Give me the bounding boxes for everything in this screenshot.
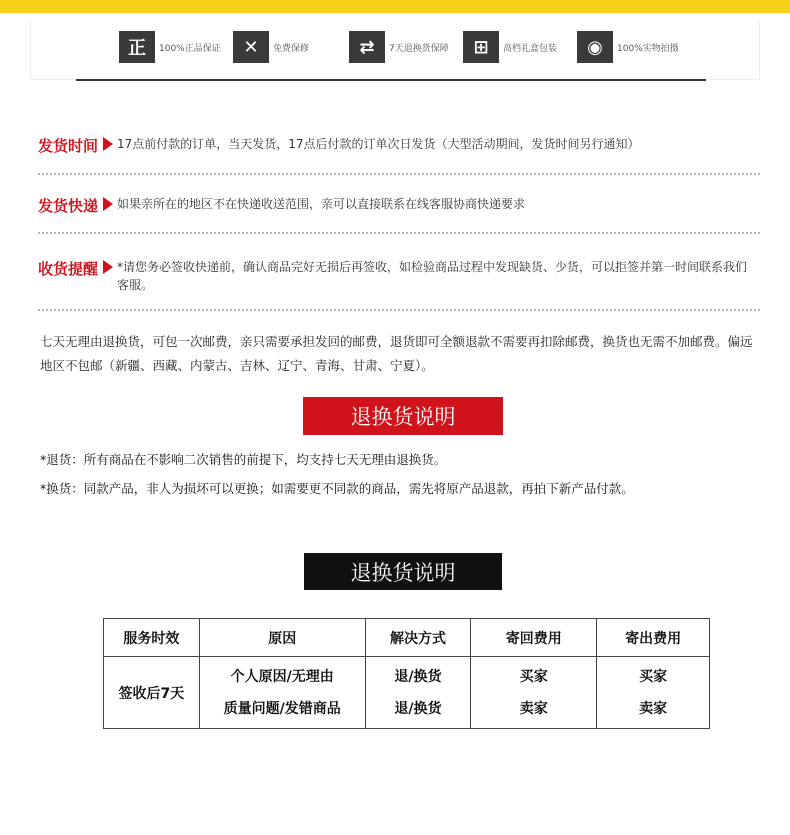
receipt-reminder-text: *请您务必签收快递前，确认商品完好无损后再签收，如检验商品过程中发现缺货、少货，可以拒签并第一时间联系我们客服。 [117, 260, 748, 292]
table-header-row [104, 619, 710, 657]
return-fee-cell [471, 657, 597, 729]
badges-divider [76, 79, 706, 81]
shipping-express-text: 如果亲所在的地区不在快递收送范围，亲可以直接联系在线客服协商快递要求 [117, 197, 526, 211]
reason-cell [199, 657, 365, 729]
shipping-express-row [38, 195, 747, 216]
table-row [104, 657, 710, 729]
badge-label: 高档礼盒包装 [503, 43, 558, 54]
reason-text: 个人原因/无理由 [230, 668, 334, 685]
header-return-fee: 寄回费用 [471, 619, 597, 657]
badge-label: 100%实物拍摄 [617, 43, 679, 54]
tools-icon: ✕ [233, 31, 269, 63]
badge-label: 免费保修 [273, 43, 310, 54]
top-accent-bar [0, 0, 790, 13]
header-method: 解决方式 [365, 619, 471, 657]
header-reason: 原因 [199, 619, 365, 657]
method-text: 退/换货 [394, 668, 442, 685]
shipping-express-label: 发货快递 [38, 197, 99, 215]
send-fee-text: 卖家 [639, 700, 668, 717]
shipping-time-text: 17点前付款的订单，当天发货，17点后付款的订单次日发货（大型活动期间，发货时间另行通知） [117, 137, 640, 151]
header-send-fee: 寄出费用 [597, 619, 710, 657]
exchange-note: *换货：同款产品，非人为损坏可以更换；如需要更不同款的商品，需先将原产品退款，再拍下新产品付款。 [40, 481, 634, 496]
gift-icon: ⊞ [463, 31, 499, 63]
zheng-icon: 正 [119, 31, 155, 63]
return-section-title-red: 退换货说明 [303, 397, 503, 435]
method-text: 退/换货 [394, 700, 442, 717]
return-fee-text: 卖家 [519, 700, 548, 717]
badge-exchange [349, 30, 449, 64]
send-fee-cell [597, 657, 710, 729]
arrow-right-icon [103, 197, 113, 211]
dotted-divider [38, 173, 760, 175]
exchange-icon: ⇄ [349, 31, 385, 63]
shipping-time-label: 发货时间 [38, 137, 99, 155]
shipping-time-row [38, 135, 747, 156]
badge-warranty [233, 30, 309, 64]
return-policy-table [103, 618, 710, 729]
send-fee-text: 买家 [639, 668, 668, 685]
badge-label: 7天退换货保障 [389, 43, 449, 54]
badge-gift-box [463, 30, 557, 64]
badge-genuine [119, 30, 221, 64]
camera-icon: ◉ [577, 31, 613, 63]
badge-real-photo [577, 30, 679, 64]
arrow-right-icon [103, 137, 113, 151]
return-section-title-black: 退换货说明 [304, 553, 502, 590]
header-service-period: 服务时效 [104, 619, 200, 657]
dotted-divider [38, 232, 760, 234]
arrow-right-icon [103, 260, 113, 274]
badge-label: 100%正品保证 [159, 43, 221, 54]
reason-text: 质量问题/发错商品 [223, 700, 341, 717]
period-cell: 签收后7天 [104, 657, 200, 729]
return-policy-paragraph: 七天无理由退换货，可包一次邮费，亲只需要承担发回的邮费，退货即可全额退款不需要再扣除邮费，换货也无需不加邮费。偏远地区不包邮（新疆、西藏、内蒙古、吉林、辽宁、青海、甘肃、宁夏）。 [40, 334, 753, 373]
method-cell [365, 657, 471, 729]
return-note: *退货：所有商品在不影响二次销售的前提下，均支持七天无理由退换货。 [40, 452, 447, 467]
receipt-reminder-label: 收货提醒 [38, 260, 99, 278]
service-badges [30, 20, 760, 80]
return-fee-text: 买家 [519, 668, 548, 685]
dotted-divider [38, 309, 760, 311]
receipt-reminder-row [38, 258, 747, 294]
